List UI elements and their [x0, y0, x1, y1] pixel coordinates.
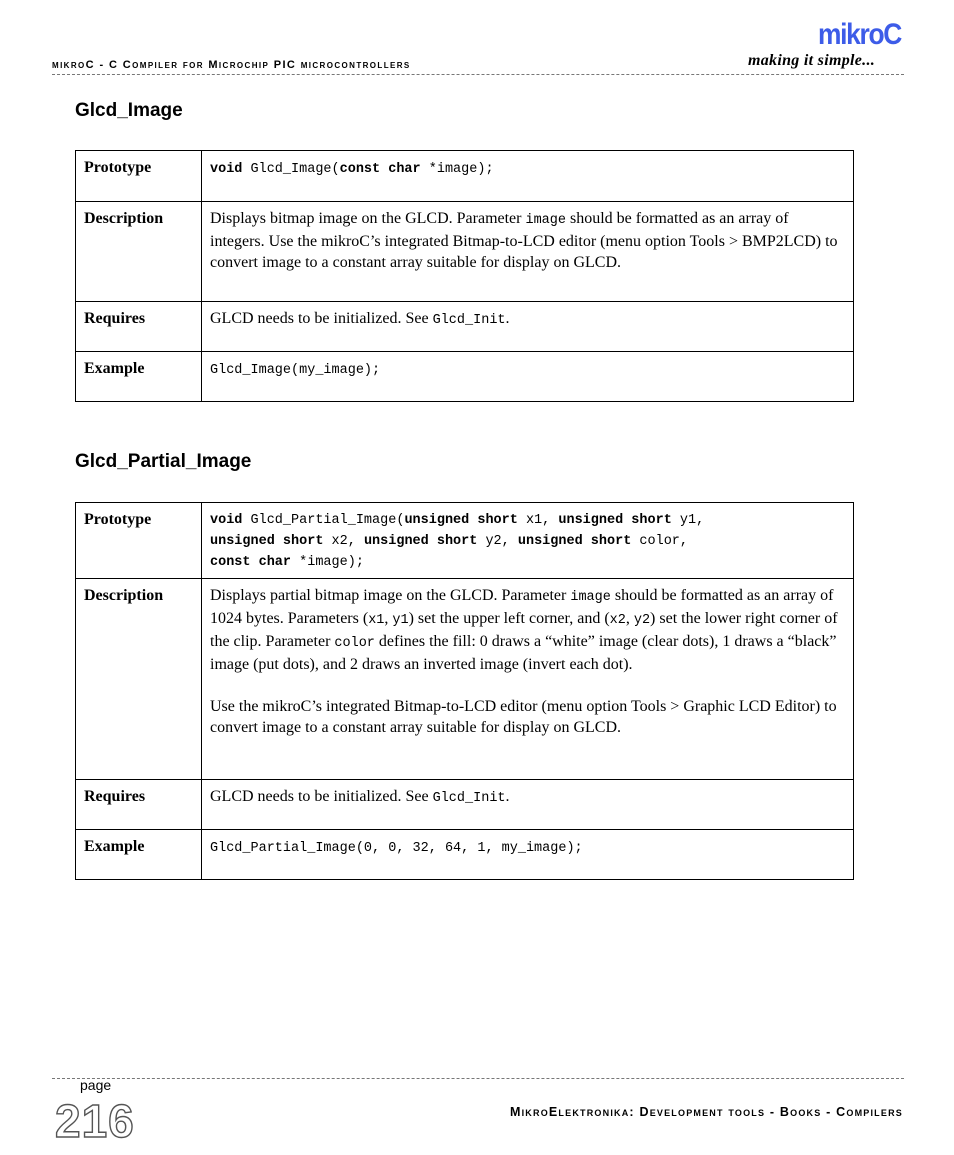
- requires-value: GLCD needs to be initialized. See Glcd_Init.: [202, 302, 854, 352]
- code-keyword: const char: [339, 162, 421, 177]
- code-text: *image);: [420, 162, 494, 177]
- description-label: Description: [76, 202, 202, 302]
- prototype-label: Prototype: [76, 503, 202, 579]
- description-value: [202, 579, 854, 780]
- example-label: Example: [76, 830, 202, 880]
- example-label: Example: [76, 352, 202, 402]
- footer-divider: [52, 1078, 904, 1079]
- requires-value: GLCD needs to be initialized. See Glcd_Init.: [202, 780, 854, 830]
- example-value: Glcd_Partial_Image(0, 0, 32, 64, 1, my_image);: [202, 830, 854, 880]
- prototype-value: void Glcd_Partial_Image(unsigned short x1, unsigned short y1, unsigned short x2, unsigned short y2, unsigned short color, const char *image);: [202, 503, 854, 579]
- header-title: mikroC - C Compiler for Microchip PIC microcontrollers: [52, 59, 411, 71]
- table-row: [76, 302, 854, 352]
- glcd-partial-image-table: [75, 502, 854, 880]
- footer-title: MikroElektronika: Development tools - Books - Compilers: [509, 1105, 903, 1119]
- table-row: [76, 202, 854, 302]
- section-title-glcd-image: Glcd_Image: [75, 100, 183, 121]
- header-slogan: making it simple...: [748, 52, 876, 69]
- mikroc-logo: mikroC: [818, 18, 902, 51]
- prototype-label: Prototype: [76, 151, 202, 202]
- glcd-image-table: [75, 150, 854, 402]
- requires-label: Requires: [76, 302, 202, 352]
- table-row: [76, 151, 854, 202]
- prototype-value: [202, 151, 854, 202]
- code-text: Glcd_Image(: [242, 162, 340, 177]
- description-label: Description: [76, 579, 202, 780]
- description-value: Displays bitmap image on the GLCD. Parameter image should be formatted as an array of integers. Use the mikroC’s integrated Bitmap-to-LCD editor (menu option Tools > BMP2LCD) to convert image to a constant array suitable for display on GLCD.: [202, 202, 854, 302]
- requires-label: Requires: [76, 780, 202, 830]
- section-title-glcd-partial-image: Glcd_Partial_Image: [75, 451, 252, 472]
- page-label: page: [80, 1077, 112, 1093]
- table-row: [76, 503, 854, 579]
- code-keyword: void: [210, 162, 243, 177]
- table-row: [76, 830, 854, 880]
- table-row: [76, 579, 854, 780]
- description-paragraph: Displays partial bitmap image on the GLCD. Parameter image should be formatted as an array of 1024 bytes. Parameters (x1, y1) set the upper left corner, and (x2, y2) set the lower right corner of the clip. Parameter color defines the fill: 0 draws a “white” image (clear dots), 1 draws a “black” image (put dots), and 2 draws an inverted image (invert each dot).: [210, 587, 838, 673]
- description-paragraph: Use the mikroC’s integrated Bitmap-to-LCD editor (menu option Tools > Graphic LCD Editor) to convert image to a constant array suitable for display on GLCD.: [210, 698, 837, 736]
- page-number: 216: [55, 1095, 135, 1147]
- table-row: [76, 780, 854, 830]
- example-value: Glcd_Image(my_image);: [202, 352, 854, 402]
- table-row: [76, 352, 854, 402]
- header-divider: [52, 74, 904, 75]
